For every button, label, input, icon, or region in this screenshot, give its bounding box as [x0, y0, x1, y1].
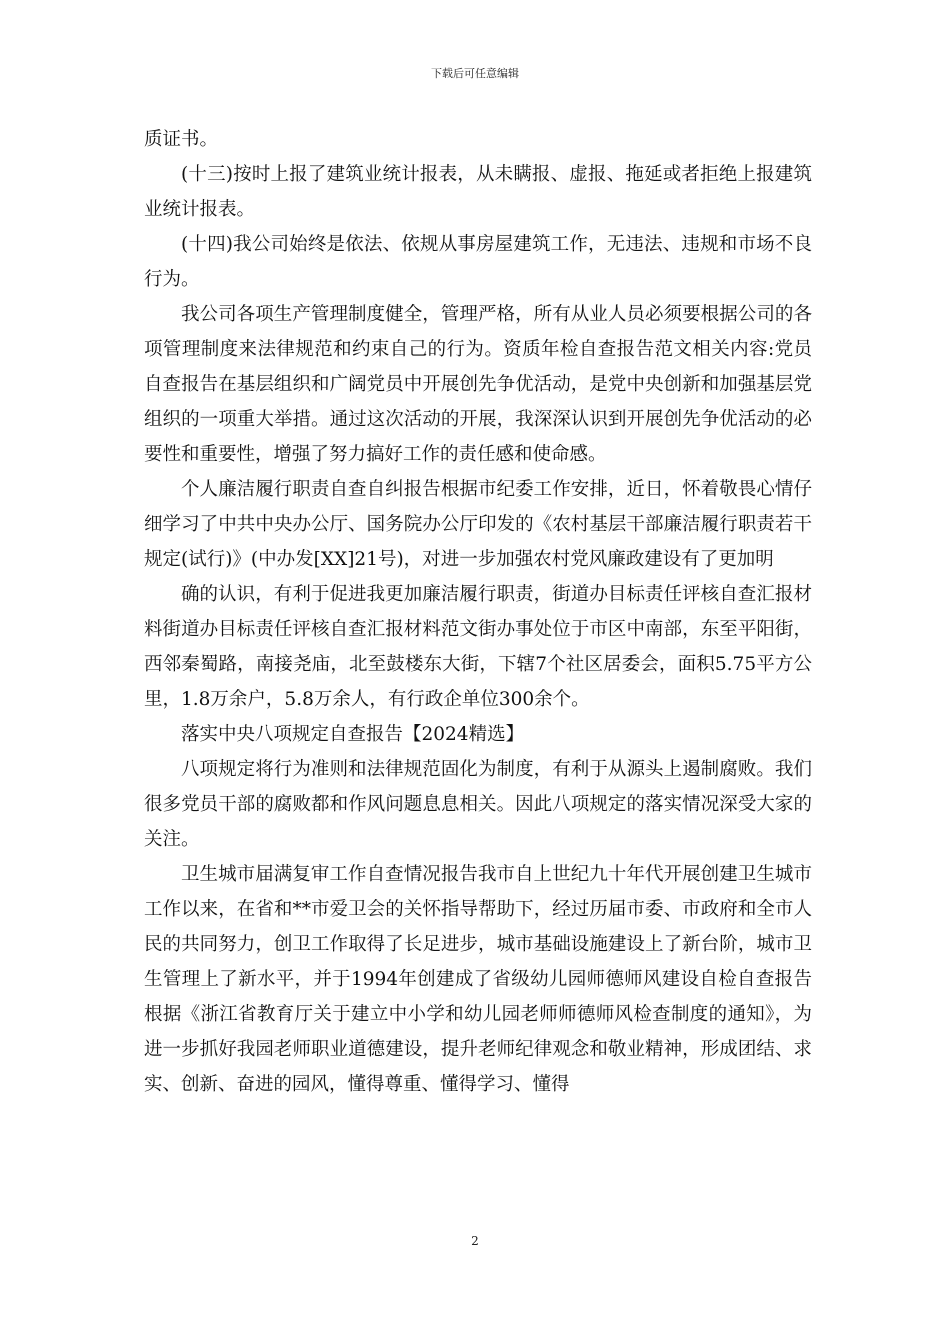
paragraph: (十四)我公司始终是依法、依规从事房屋建筑工作，无违法、违规和市场不良行为。 — [144, 234, 812, 290]
paragraph: (十三)按时上报了建筑业统计报表，从未瞒报、虚报、拖延或者拒绝上报建筑业统计报表。 — [144, 164, 812, 220]
paragraph: 我公司各项生产管理制度健全，管理严格，所有从业人员必须要根据公司的各项管理制度来法律规范和约束自己的行为。资质年检自查报告范文相关内容:党员自查报告在基层组织和广阔党员中开展创先争优活动，是党中央创新和加强基层党组织的一项重大举措。通过这次活动的开展，我深深认识到开展创先争优活动的必要性和重要性，增强了努力搞好工作的责任感和使命感。 — [144, 304, 812, 465]
document-body — [144, 122, 812, 1102]
paragraph: 个人廉洁履行职责自查自纠报告根据市纪委工作安排，近日，怀着敬畏心情仔细学习了中共中央办公厅、国务院办公厅印发的《农村基层干部廉洁履行职责若干规定(试行)》(中办发[XX]21号)，对进一步加强农村党风廉政建设有了更加明 — [144, 479, 812, 570]
paragraph: 八项规定将行为准则和法律规范固化为制度，有利于从源头上遏制腐败。我们很多党员干部的腐败都和作风问题息息相关。因此八项规定的落实情况深受大家的关注。 — [144, 759, 812, 850]
paragraph: 质证书。 — [144, 129, 219, 150]
page-number: 2 — [471, 1234, 479, 1248]
page-header: 下载后可任意编辑 — [431, 67, 519, 80]
paragraph-heading: 落实中央八项规定自查报告【2024精选】 — [181, 724, 525, 745]
paragraph: 卫生城市届满复审工作自查情况报告我市自上世纪九十年代开展创建卫生城市工作以来，在省和**市爱卫会的关怀指导帮助下，经过历届市委、市政府和全市人民的共同努力，创卫工作取得了长足进步，城市基础设施建设上了新台阶，城市卫生管理上了新水平，并于1994年创建成了省级幼儿园师德师风建设自检自查报告根据《浙江省教育厅关于建立中小学和幼儿园老师师德师风检查制度的通知》，为进一步抓好我园老师职业道德建设，提升老师纪律观念和敬业精神，形成团结、求实、创新、奋进的园风，懂得尊重、懂得学习、懂得 — [144, 864, 812, 1095]
paragraph: 确的认识，有利于促进我更加廉洁履行职责，街道办目标责任评核自查汇报材料街道办目标责任评核自查汇报材料范文街办事处位于市区中南部，东至平阳街，西邻秦蜀路，南接尧庙，北至鼓楼东大街，下辖7个社区居委会，面积5.75平方公里，1.8万余户，5.8万余人，有行政企单位300余个。 — [144, 584, 812, 710]
